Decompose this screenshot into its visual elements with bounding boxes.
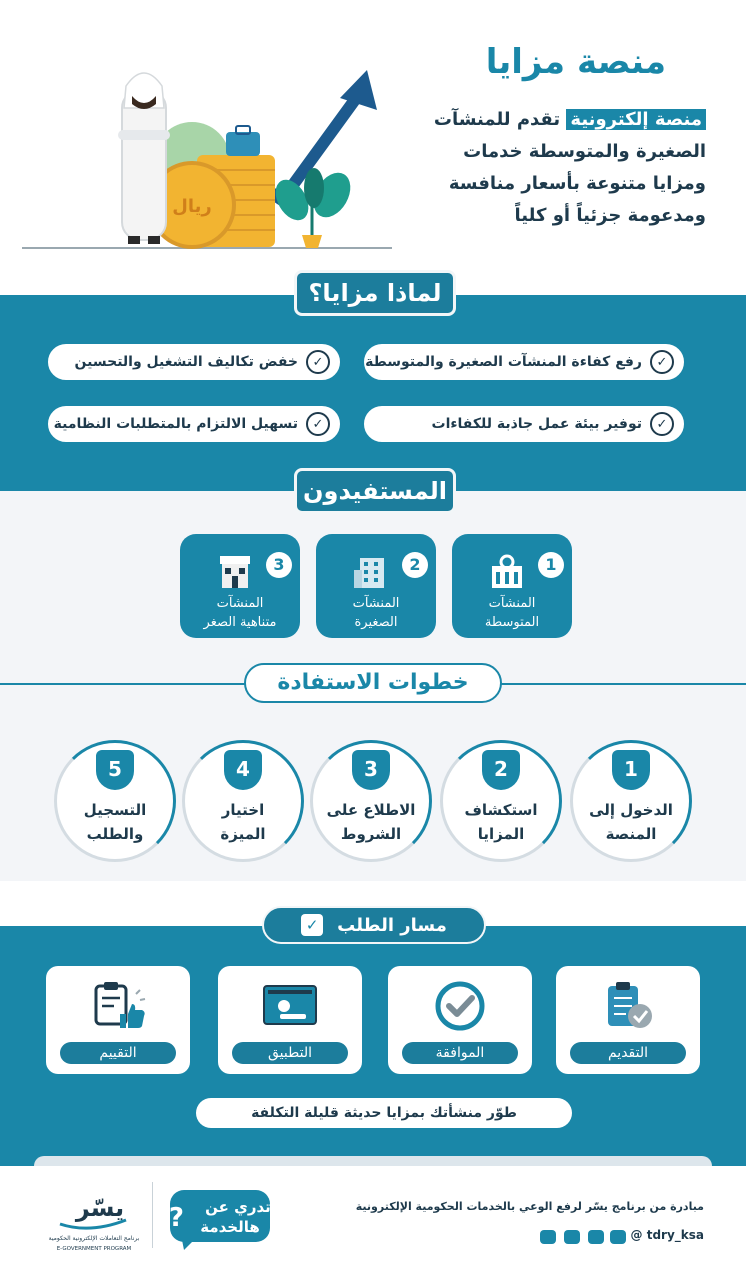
path-card-label: التطبيق: [232, 1042, 348, 1064]
path-card-application: [218, 966, 362, 1074]
step-number: 2: [482, 750, 520, 790]
step-number: 5: [96, 750, 134, 790]
step-2: 2 استكشاف المزايا: [440, 740, 562, 862]
request-path-title: مسار الطلب ✓: [262, 906, 486, 944]
page-title: منصة مزايا: [485, 42, 666, 82]
why-item: ✓ رفع كفاءة المنشآت الصغيرة والمتوسطة: [362, 342, 686, 382]
path-card-label: الموافقة: [402, 1042, 518, 1064]
social-handle: @ tdry_ksa: [630, 1228, 704, 1242]
step-3: 3 الاطلاع على الشروط: [310, 740, 432, 862]
svg-text:يسّر: يسّر: [75, 1194, 125, 1222]
tagline: طوّر منشأتك بمزايا حديثة قليلة التكلفة: [196, 1098, 572, 1128]
footer: [0, 1166, 746, 1280]
twitter-icon[interactable]: [610, 1230, 626, 1244]
why-item: ✓ خفض تكاليف التشغيل والتحسين: [46, 342, 342, 382]
hero-desc-highlight: منصة إلكترونية: [566, 109, 706, 130]
path-card-label: التقييم: [60, 1042, 176, 1064]
clipboard-check-icon: [598, 980, 658, 1032]
svg-text:E-GOVERNMENT PROGRAM: E-GOVERNMENT PROGRAM: [56, 1246, 132, 1252]
step-1: 1 الدخول إلى المنصة: [570, 740, 692, 862]
steps-title: خطوات الاستفادة: [244, 663, 502, 703]
svg-text:تدري عن: تدري عن: [205, 1198, 271, 1216]
path-card-approval: [388, 966, 532, 1074]
step-number: 3: [352, 750, 390, 790]
path-card-evaluation: [46, 966, 190, 1074]
storefront-icon: [216, 554, 254, 588]
step-number: 4: [224, 750, 262, 790]
beneficiary-number: 2: [402, 552, 428, 578]
step-4: 4 اختيار الميزة: [182, 740, 304, 862]
check-icon: ✓: [650, 412, 674, 436]
footer-divider: [152, 1182, 153, 1248]
svg-text:?: ?: [168, 1203, 184, 1233]
path-card-label: التقديم: [570, 1042, 686, 1064]
monitor-user-icon: [260, 980, 320, 1032]
check-icon: ✓: [306, 412, 330, 436]
initiative-text: مبادرة من برنامج يسّر لرفع الوعي بالخدمات الحكومية الإلكترونية: [355, 1200, 704, 1213]
hero-illustration: [22, 60, 392, 250]
rating-thumbs-up-icon: [88, 980, 148, 1032]
office-building-icon: [352, 554, 390, 588]
beneficiaries-title: المستفيدون: [294, 468, 456, 514]
hero-description: [406, 104, 706, 232]
why-item: ✓ تسهيل الالتزام بالمتطلبات النظامية: [46, 404, 342, 444]
beneficiary-number: 1: [538, 552, 564, 578]
path-card-apply: [556, 966, 700, 1074]
svg-text:هالخدمة: هالخدمة: [200, 1218, 260, 1236]
youtube-icon[interactable]: [564, 1230, 580, 1244]
svg-text:برنامج التعاملات الإلكترونية ا: برنامج التعاملات الإلكترونية الحكومية: [48, 1235, 140, 1242]
factory-icon: [488, 554, 526, 588]
yusr-logo: [40, 1188, 140, 1258]
beneficiary-number: 3: [266, 552, 292, 578]
check-icon: ✓: [306, 350, 330, 374]
telegram-icon[interactable]: [540, 1230, 556, 1244]
step-number: 1: [612, 750, 650, 790]
check-icon: ✓: [301, 914, 323, 936]
beneficiary-card-small: 2 المنشآت الصغيرة: [316, 534, 436, 638]
check-icon: ✓: [650, 350, 674, 374]
step-5: 5 التسجيل والطلب: [54, 740, 176, 862]
why-section-band: [0, 295, 746, 491]
why-title: لماذا مزايا؟: [294, 270, 456, 316]
beneficiary-card-medium: 1 المنشآت المتوسطة: [452, 534, 572, 638]
tadri-logo: [168, 1186, 272, 1252]
coin-text: ريال: [172, 196, 212, 217]
why-item: ✓ توفير بيئة عمل جاذبة للكفاءات: [362, 404, 686, 444]
hero-desc-text: تقدم للمنشآت الصغيرة والمتوسطة خدمات ومزايا متنوعة بأسعار منافسة ومدعومة جزئياً أو كلياً: [433, 109, 706, 226]
instagram-icon[interactable]: [588, 1230, 604, 1244]
approval-check-icon: [430, 980, 490, 1032]
beneficiary-card-micro: 3 المنشآت متناهية الصغر: [180, 534, 300, 638]
